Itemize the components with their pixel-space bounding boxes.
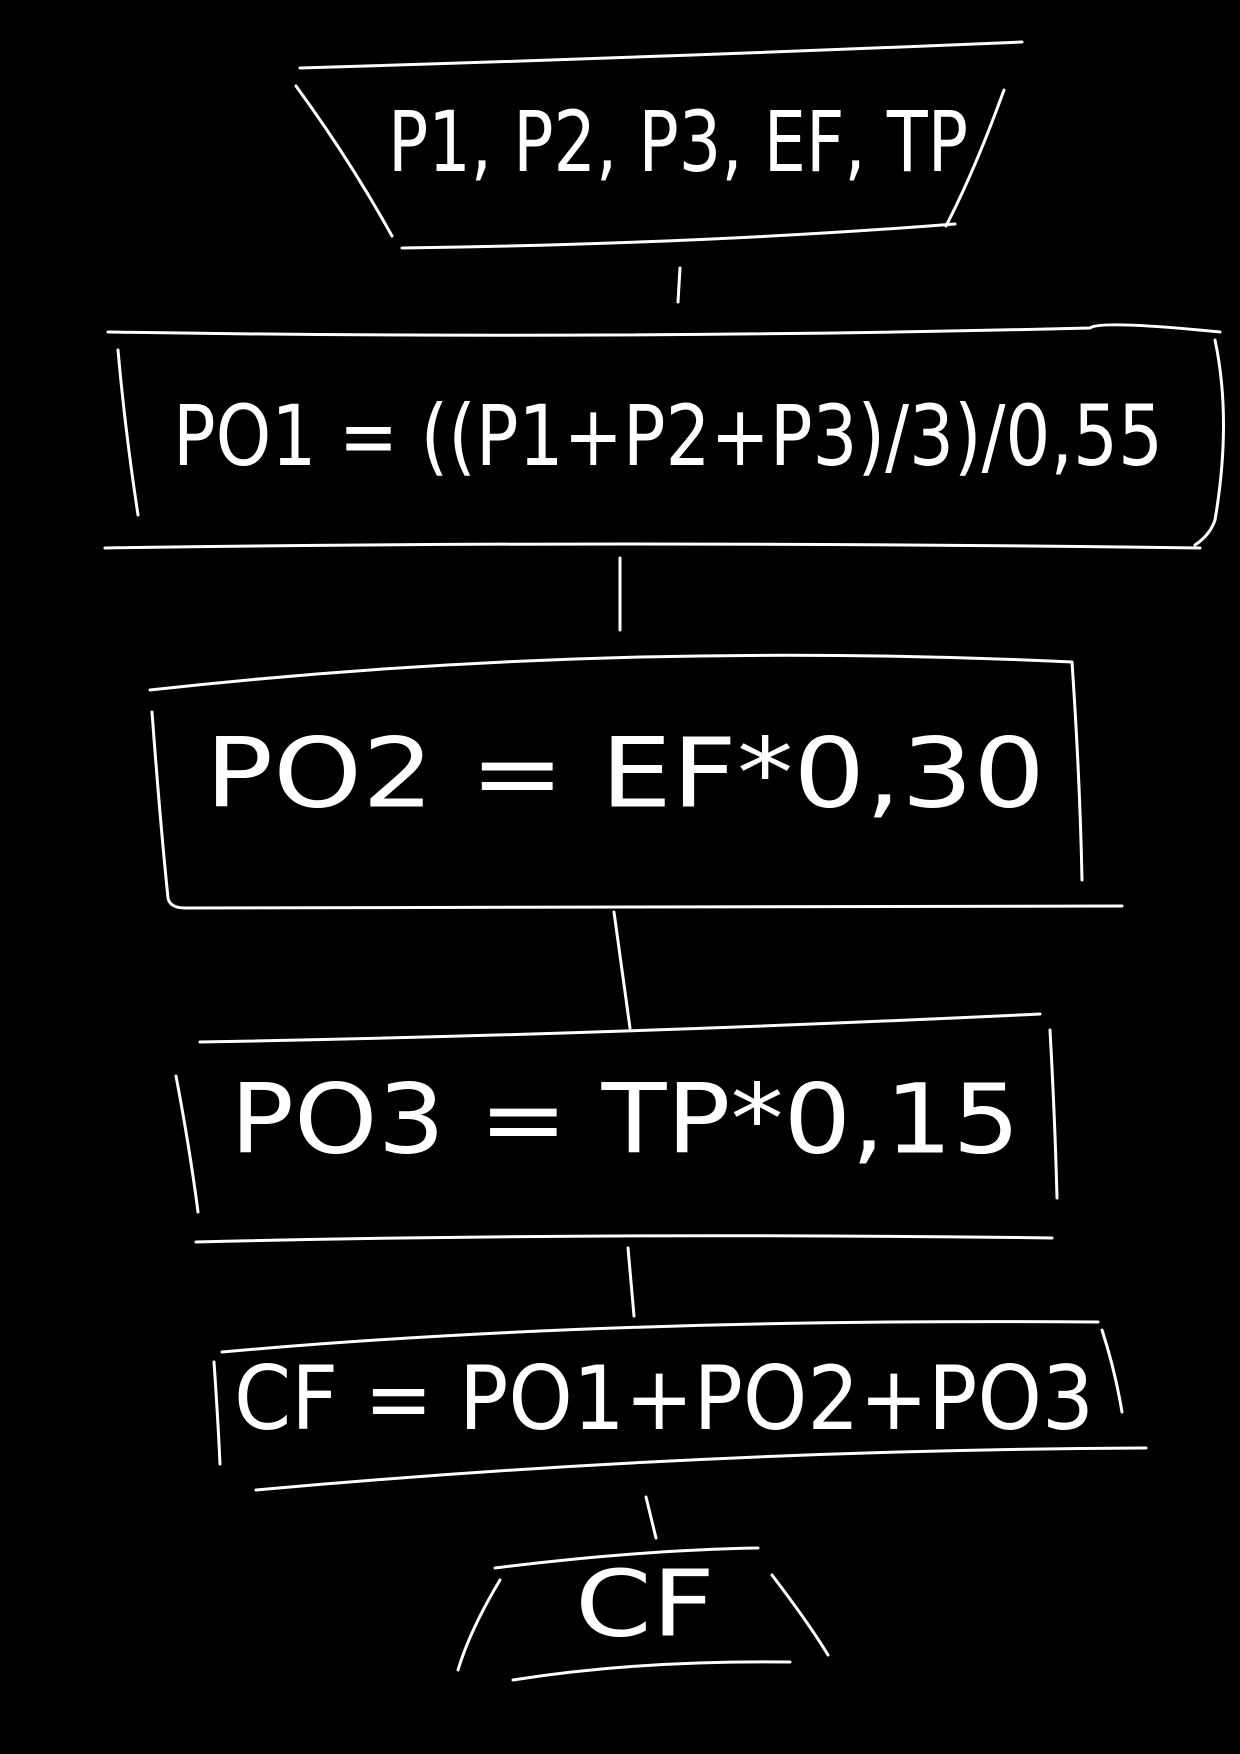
- process-node-cf: [214, 1322, 1146, 1490]
- connector-4: [628, 1248, 634, 1316]
- process-label-po2: PO2 = EF*0,30: [205, 717, 1045, 830]
- process-node-po1: [105, 325, 1224, 548]
- process-label-cf: CF = PO1+PO2+PO3: [234, 1346, 1094, 1450]
- process-node-po3: [176, 1014, 1057, 1242]
- process-node-po2: [150, 655, 1122, 908]
- process-label-po1: PO1 = ((P1+P2+P3)/3)/0,55: [173, 386, 1163, 485]
- input-label: P1, P2, P3, EF, TP: [388, 92, 968, 191]
- connector-3: [614, 912, 630, 1028]
- connector-1: [678, 268, 680, 302]
- input-node: [296, 42, 1022, 248]
- output-label: CF: [575, 1550, 715, 1658]
- process-label-po3: PO3 = TP*0,15: [230, 1063, 1020, 1176]
- output-node: [458, 1548, 828, 1680]
- connector-5: [646, 1497, 656, 1538]
